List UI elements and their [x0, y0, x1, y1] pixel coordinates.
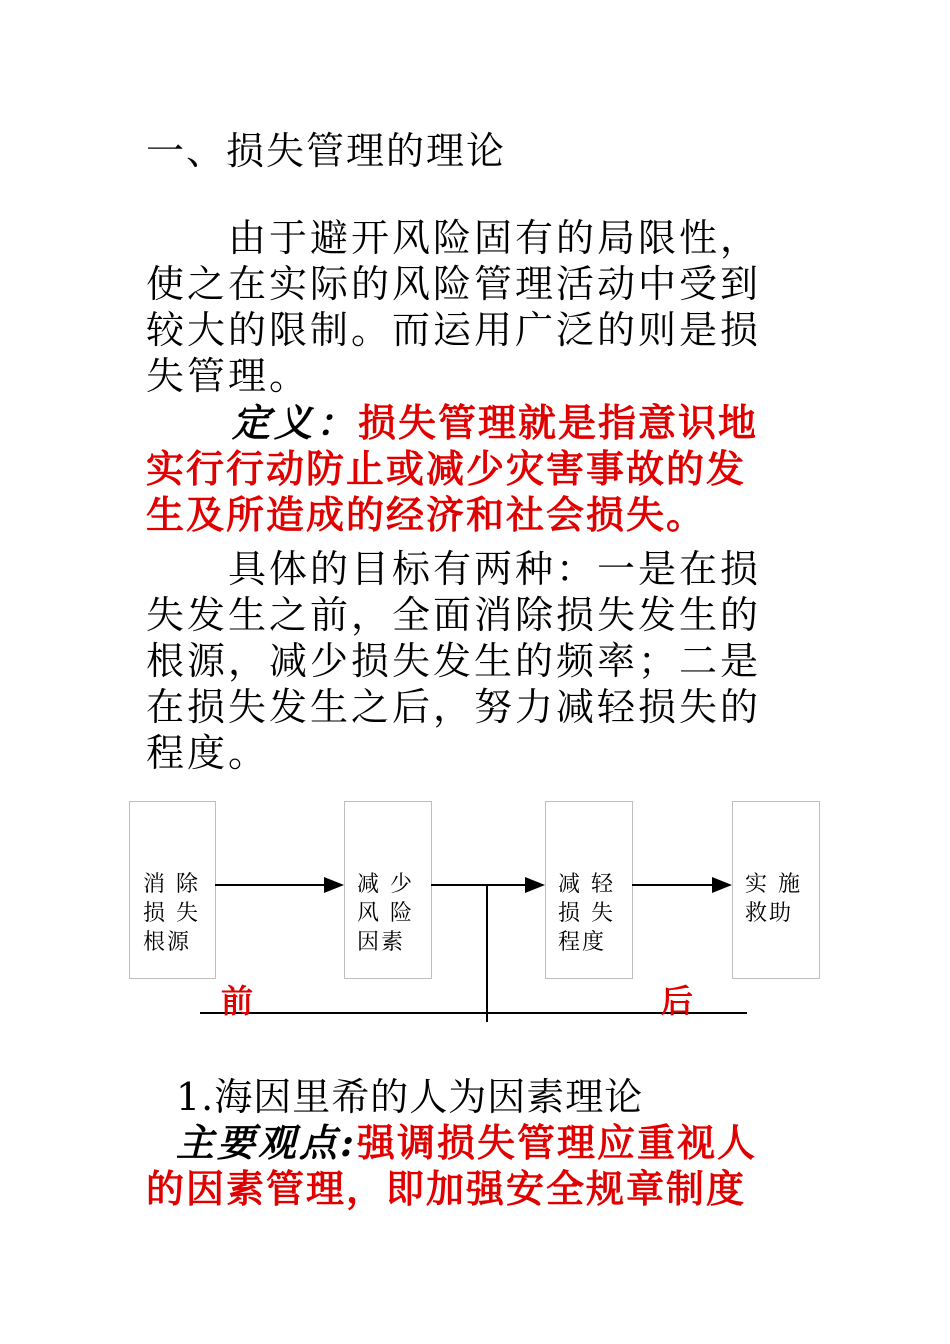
- box-label: 实 施 救助: [745, 872, 802, 926]
- intro-line: 失管理。: [146, 354, 311, 398]
- intro-line: 由于避开风险固有的局限性，: [146, 216, 762, 260]
- main-point-text: 强调损失管理应重视人: [357, 1121, 758, 1165]
- theory-title: 1.海因里希的人为因素理论: [176, 1075, 644, 1119]
- intro-line: 使之在实际的风险管理活动中受到: [146, 262, 762, 306]
- intro-line: 较大的限制。而运用广泛的则是损: [146, 308, 762, 352]
- definition-line: 生及所造成的经济和社会损失。: [146, 493, 707, 537]
- after-label: 后: [661, 982, 694, 1020]
- definition-label: 定义：: [232, 400, 359, 445]
- box-label: 消 除 损 失 根源: [143, 872, 200, 955]
- main-point-label: 主要观点:: [176, 1120, 358, 1165]
- before-label: 前: [221, 982, 254, 1020]
- definition-line-1: [146, 400, 758, 446]
- definition-line: 实行行动防止或减少灾害事故的发: [146, 447, 747, 491]
- goals-line: 具体的目标有两种：一是在损: [146, 547, 762, 591]
- box-label: 减 轻 损 失 程度: [558, 872, 615, 955]
- goals-line: 程度。: [146, 731, 270, 775]
- box-label: 减 少 风 险 因素: [357, 872, 414, 955]
- main-point-line: 的因素管理，即加强安全规章制度: [146, 1167, 747, 1211]
- goals-line: 根源，减少损失发生的频率；二是: [146, 639, 762, 683]
- goals-line: 在损失发生之后，努力减轻损失的: [146, 685, 762, 729]
- definition-text: 损失管理就是指意识地: [358, 401, 759, 445]
- section-title: 一、损失管理的理论: [146, 129, 507, 173]
- main-point-line-1: [176, 1120, 757, 1166]
- goals-line: 失发生之前，全面消除损失发生的: [146, 593, 762, 637]
